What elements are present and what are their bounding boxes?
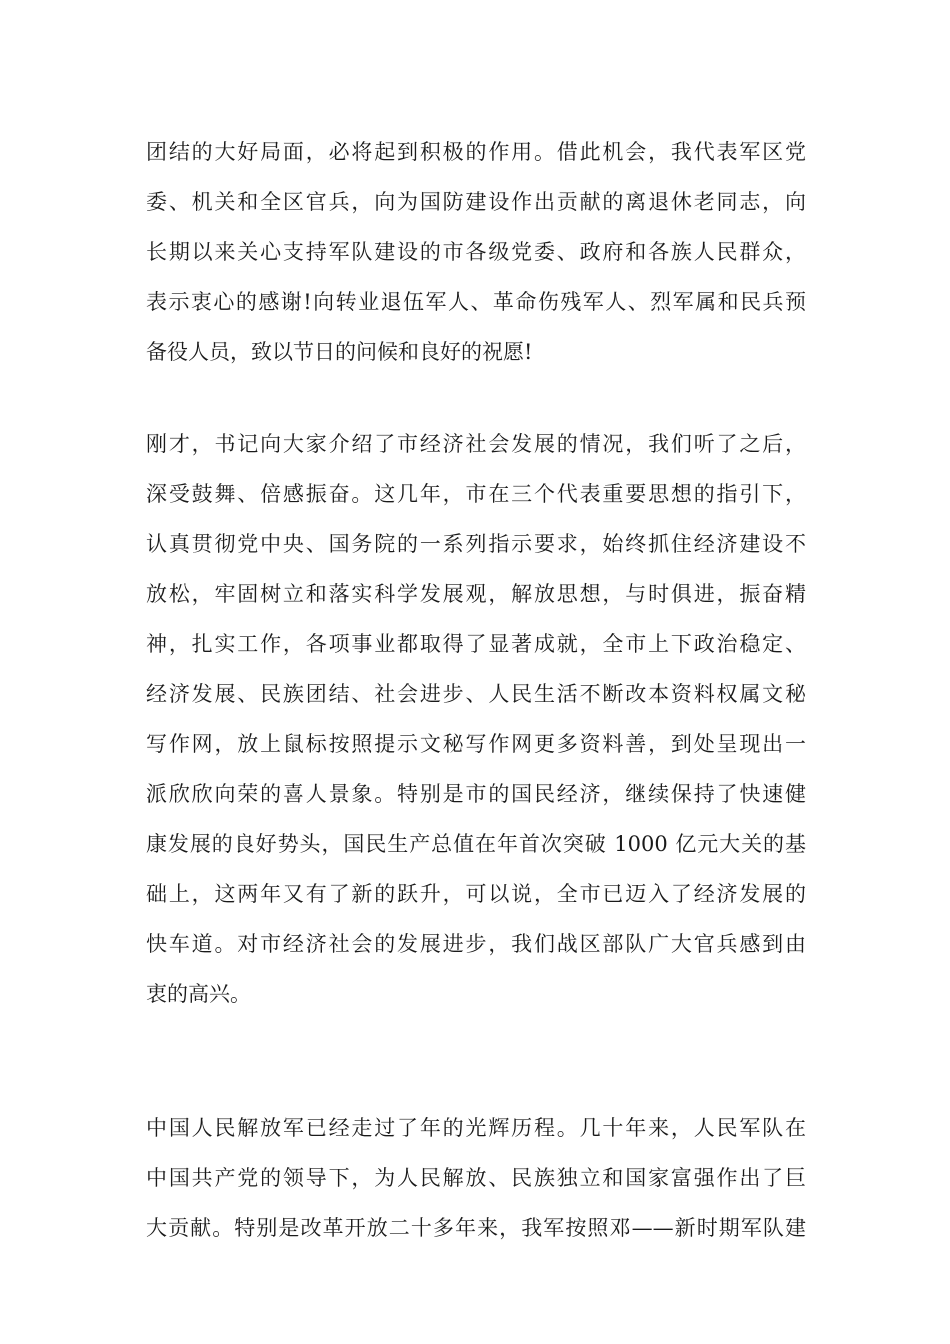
- text-line: 神，扎实工作，各项事业都取得了显著成就，全市上下政治稳定、: [146, 632, 806, 656]
- paragraph-2: [146, 419, 806, 1019]
- text-line: 深受鼓舞、倍感振奋。这几年，市在三个代表重要思想的指引下，: [146, 482, 806, 506]
- text-line: 刚才，书记向大家介绍了市经济社会发展的情况，我们听了之后，: [146, 432, 806, 456]
- text-line: 备役人员，致以节日的问候和良好的祝愿!: [146, 340, 533, 364]
- text-line: 中国共产党的领导下，为人民解放、民族独立和国家富强作出了巨: [146, 1166, 806, 1190]
- text-line: 团结的大好局面，必将起到积极的作用。借此机会，我代表军区党: [146, 140, 806, 164]
- text-line: 放松，牢固树立和落实科学发展观，解放思想，与时俱进，振奋精: [146, 582, 806, 606]
- paragraph-1: [146, 127, 806, 377]
- text-line: 中国人民解放军已经走过了年的光辉历程。几十年来，人民军队在: [146, 1116, 806, 1140]
- paragraph-3: [146, 1103, 806, 1253]
- text-line: 认真贯彻党中央、国务院的一系列指示要求，始终抓住经济建设不: [146, 532, 806, 556]
- text-line: 康发展的良好势头，国民生产总值在年首次突破 1000 亿元大关的基: [146, 832, 806, 856]
- text-line: 快车道。对市经济社会的发展进步，我们战区部队广大官兵感到由: [146, 932, 806, 956]
- text-line: 大贡献。特别是改革开放二十多年来，我军按照邓——新时期军队建: [146, 1216, 806, 1240]
- text-line: 经济发展、民族团结、社会进步、人民生活不断改本资料权属文秘: [146, 682, 806, 706]
- text-line: 衷的高兴。: [146, 982, 251, 1006]
- text-line: 派欣欣向荣的喜人景象。特别是市的国民经济，继续保持了快速健: [146, 782, 806, 806]
- text-line: 委、机关和全区官兵，向为国防建设作出贡献的离退休老同志，向: [146, 190, 806, 214]
- text-line: 写作网，放上鼠标按照提示文秘写作网更多资料善，到处呈现出一: [146, 732, 806, 756]
- text-line: 表示衷心的感谢!向转业退伍军人、革命伤残军人、烈军属和民兵预: [146, 290, 806, 314]
- text-line: 长期以来关心支持军队建设的市各级党委、政府和各族人民群众，: [146, 240, 806, 264]
- text-line: 础上，这两年又有了新的跃升，可以说，全市已迈入了经济发展的: [146, 882, 806, 906]
